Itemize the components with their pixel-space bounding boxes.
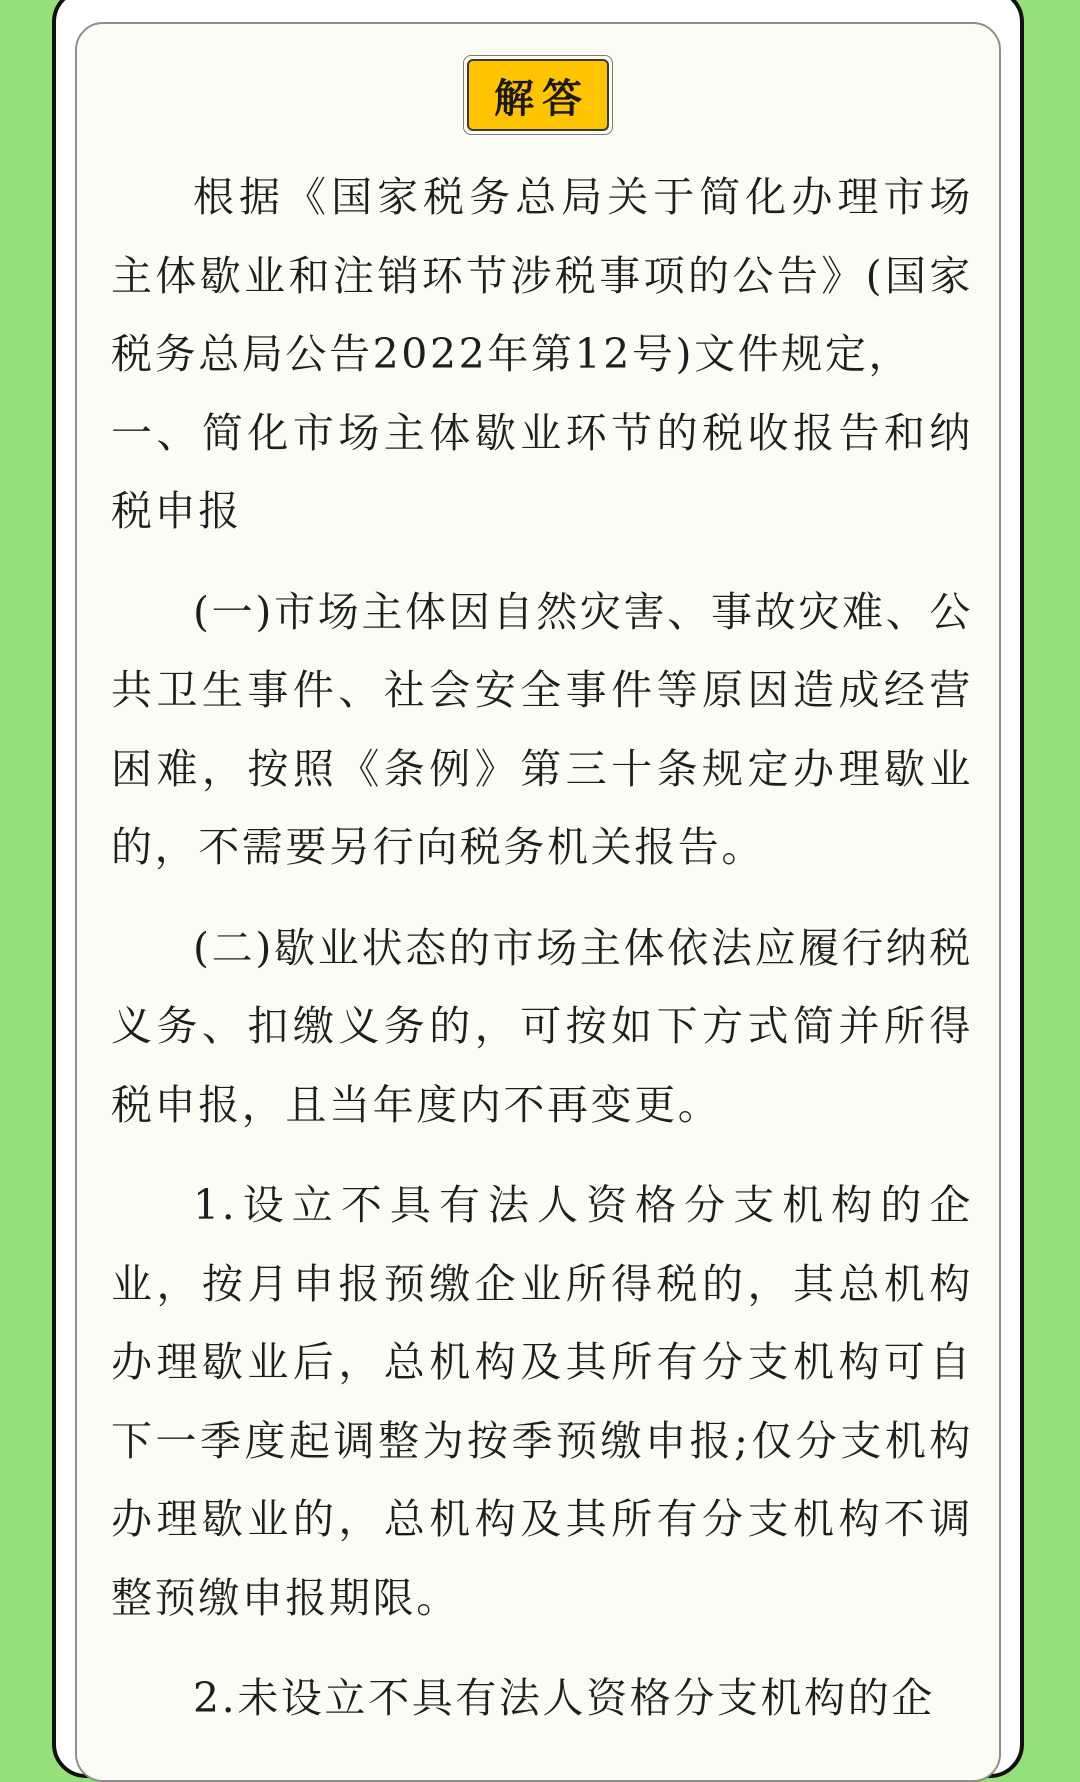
paragraph-item-1: (一)市场主体因自然灾害、事故灾难、公共卫生事件、社会安全事件等原因造成经营困难，按照《条例》第三十条规定办理歇业的，不需要另行向税务机关报告。 [111,587,973,871]
paragraph-point-2: 2.未设立不具有法人资格分支机构的企 [193,1674,935,1722]
section-heading: 一、简化市场主体歇业环节的税收报告和纳税申报 [111,408,973,535]
answer-text [111,158,973,1760]
paragraph-item-2: (二)歇业状态的市场主体依法应履行纳税义务、扣缴义务的，可按如下方式简并所得税申报，且当年度内不再变更。 [111,923,973,1129]
paragraph-point-1: 1.设立不具有法人资格分支机构的企业，按月申报预缴企业所得税的，其总机构办理歇业后，总机构及其所有分支机构可自下一季度起调整为按季预缴申报;仅分支机构办理歇业的，总机构及其所有分支机构不调整预缴申报期限。 [111,1181,973,1622]
answer-badge: 解答 [467,59,609,131]
intro-paragraph: 根据《国家税务总局关于简化办理市场主体歇业和注销环节涉税事项的公告》(国家税务总局公告2022年第12号)文件规定， [111,173,973,378]
